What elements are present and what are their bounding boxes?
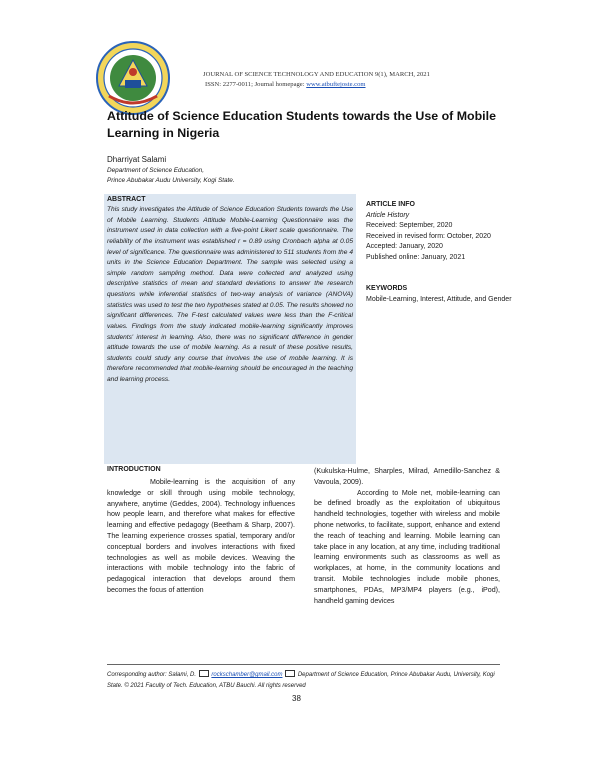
- author-university: Prince Abubakar Audu University, Kogi State.: [107, 177, 235, 184]
- intro-paragraph-continued: (Kukulska-Hulme, Sharples, Milrad, Arnedillo-Sanchez & Vavoula, 2009).: [314, 467, 500, 486]
- revised-date: Received in revised form: October, 2020: [366, 232, 491, 240]
- article-info-heading: ARTICLE INFO: [366, 201, 415, 208]
- introduction-column-1: [107, 477, 295, 596]
- corresponding-author-note: [107, 669, 507, 692]
- page-number: 38: [292, 694, 301, 703]
- author-email-link[interactable]: rockschamber@gmail.com: [211, 672, 283, 678]
- envelope-icon: [285, 670, 295, 677]
- author-affiliation: [107, 166, 235, 186]
- journal-homepage-link[interactable]: www.atbuftejoste.com: [306, 81, 366, 88]
- author-name: Dharriyat Salami: [107, 155, 167, 164]
- published-date: Published online: January, 2021: [366, 253, 466, 261]
- journal-header: [203, 70, 430, 90]
- corresponding-author-suffix: Department of Science Education, Prince Abubakar Audu, University, Kogi State. © 2021 Faculty of Tech. Education, ATBU Bauchi. All rights reserved: [107, 672, 495, 689]
- intro-paragraph-1: Mobile-learning is the acquisition of any knowledge or skill through using mobile technology, anywhere, anytime (Geddes, 2004). Technology influences how people learn, and therefore what makes for effective learning and effective pedagogy (Beetham & Sharp, 2007). The learning experience crosses spatial, temporary and/or conceptual borders and involves interactions with fixed technologies as well as mobile devices. Weaving the interactions with mobile technology into the fabric of pedagogical interaction that develops around them becomes the focus of attention: [107, 478, 295, 594]
- issn-text: ISSN: 2277-0011; Journal homepage:: [205, 81, 305, 88]
- article-history-label: Article History: [366, 211, 410, 219]
- paper-title: Attitude of Science Education Students towards the Use of Mobile Learning in Nigeria: [107, 109, 496, 140]
- abstract-text: This study investigates the Attitude of Science Education Students towards the Use of Mobile Learning. Students Attitude Mobile-Learning Questionnaire was the instrument used in data collection with a five-point Likert scale questionnaire. The reliability of the instrument was established r = 0.89 using Cronbach alpha at 0.05 level of significance. The questionnaire was administered to 511 students from the 4 units in the Science Education Department. The sample was selected using a simple random sampling method. Data were collected and analyzed using descriptive statistics of mean and standard deviations to answer the research questions while inferential statistics of two-way analysis of variance (ANOVA) statistics was used to test the two hypotheses stated at 0.05. The results showed no significant differences. The F-test calculated values were less than the F-critical values. Findings from the study indicated mobile-learning significantly improves students' interest in learning. Also, there was no significant difference in gender attitude towards the use of mobile learning. As a result of these positive results, students could study any course that involves the use of mobile learning. It is therefore recommended that mobile-learning should be encouraged in the teaching and learning process.: [107, 206, 353, 383]
- introduction-heading: INTRODUCTION: [107, 466, 161, 473]
- university-seal-icon: [95, 40, 171, 116]
- introduction-column-2: [314, 466, 500, 606]
- journal-line: JOURNAL OF SCIENCE TECHNOLOGY AND EDUCATION 9(1), MARCH, 2021: [203, 71, 430, 78]
- intro-paragraph-2: According to Mole net, mobile-learning can be defined broadly as the exploitation of ubiquitous handheld technologies, together with wireless and mobile phone networks, to facilitate, support, enhance and extend the reach of teaching and learning. Mobile learning can take place in any location, at any time, including traditional learning environments such as classrooms as well as workplaces, at home, in the community locations and transit. Mobile technologies include mobile phones, smartphones, PDAs, MP3/MP4 players (e.g., iPod), handheld gaming devices: [314, 488, 500, 605]
- keywords-text: Mobile-Learning, Interest, Attitude, and Gender: [366, 295, 512, 303]
- keywords-section: [366, 284, 536, 305]
- footer-divider: [107, 664, 500, 665]
- keywords-heading: KEYWORDS: [366, 285, 408, 292]
- received-date: Received: September, 2020: [366, 222, 453, 229]
- article-info: [366, 200, 536, 263]
- envelope-icon: [199, 670, 209, 677]
- accepted-date: Accepted: January, 2020: [366, 243, 443, 250]
- corresponding-author-prefix: Corresponding author: Salami, D.: [107, 672, 197, 678]
- author-department: Department of Science Education,: [107, 167, 204, 174]
- abstract-heading: ABSTRACT: [107, 196, 146, 203]
